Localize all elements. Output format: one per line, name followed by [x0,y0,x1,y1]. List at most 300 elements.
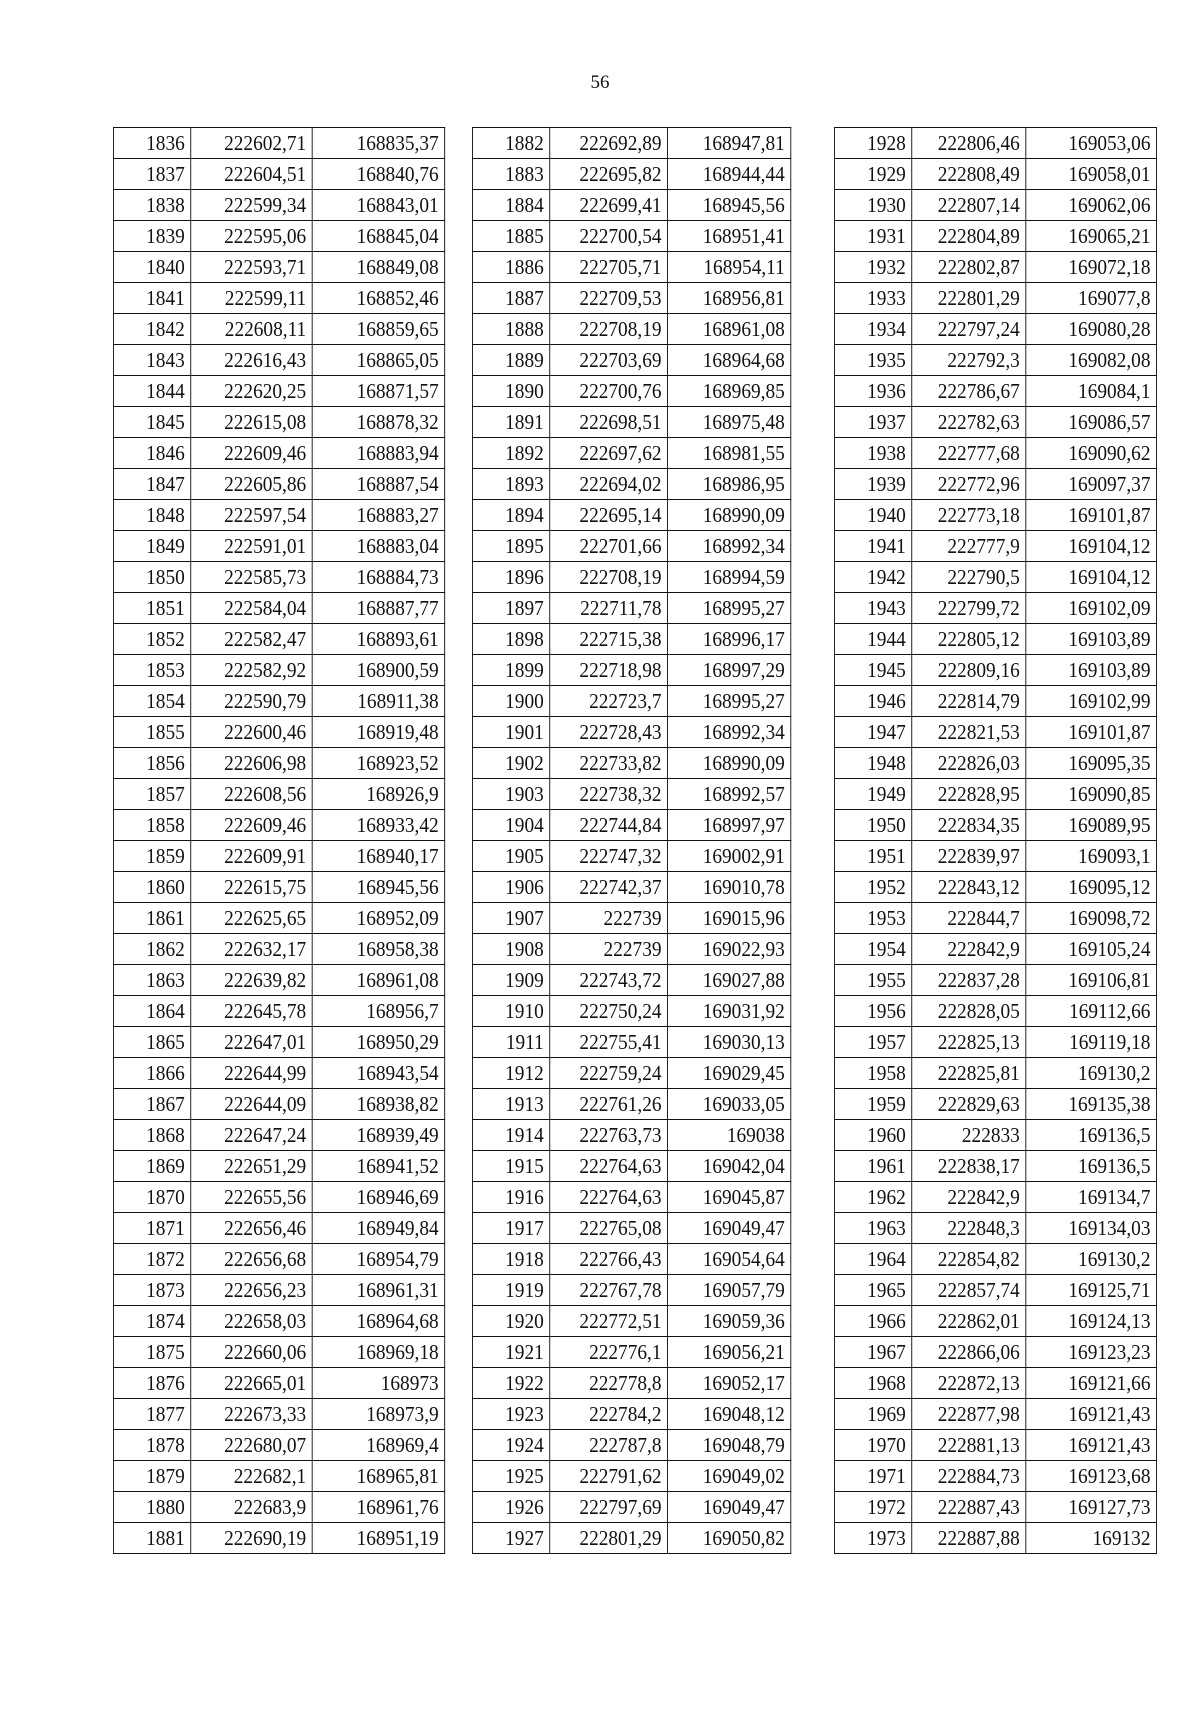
table-row [113,1027,444,1058]
y-coordinate-cell: 168950,29 [312,1027,444,1058]
point-number-cell: 1952 [834,872,911,903]
table-row [472,1368,790,1399]
y-coordinate-cell: 169042,04 [668,1151,791,1182]
table-row [472,686,790,717]
table-row [472,717,790,748]
table-row [113,1523,444,1554]
x-coordinate-cell: 222645,78 [191,996,312,1027]
x-coordinate-cell: 222761,26 [550,1089,668,1120]
table-row [113,903,444,934]
x-coordinate-cell: 222778,8 [550,1368,668,1399]
y-coordinate-cell: 169104,12 [1026,531,1157,562]
y-coordinate-cell: 169084,1 [1026,376,1157,407]
y-coordinate-cell: 169038 [668,1120,791,1151]
x-coordinate-cell: 222600,46 [191,717,312,748]
table-row [113,438,444,469]
point-number-cell: 1962 [834,1182,911,1213]
point-number-cell: 1869 [113,1151,190,1182]
table-row [472,469,790,500]
point-number-cell: 1955 [834,965,911,996]
x-coordinate-cell: 222605,86 [191,469,312,500]
y-coordinate-cell: 168840,76 [312,159,444,190]
y-coordinate-cell: 168958,38 [312,934,444,965]
point-number-cell: 1874 [113,1306,190,1337]
y-coordinate-cell: 169002,91 [668,841,791,872]
point-number-cell: 1872 [113,1244,190,1275]
table-row [113,1213,444,1244]
x-coordinate-cell: 222695,82 [550,159,668,190]
y-coordinate-cell: 169089,95 [1026,810,1157,841]
table-row [834,1461,1156,1492]
y-coordinate-cell: 169101,87 [1026,717,1157,748]
x-coordinate-cell: 222821,53 [912,717,1026,748]
table-row [472,934,790,965]
table-row [472,1461,790,1492]
point-number-cell: 1924 [472,1430,549,1461]
point-number-cell: 1845 [113,407,190,438]
table-row [834,1306,1156,1337]
table-row [834,407,1156,438]
x-coordinate-cell: 222765,08 [550,1213,668,1244]
y-coordinate-cell: 169072,18 [1026,252,1157,283]
x-coordinate-cell: 222887,43 [912,1492,1026,1523]
y-coordinate-cell: 169056,21 [668,1337,791,1368]
table-row [113,1306,444,1337]
table-row [834,1182,1156,1213]
point-number-cell: 1891 [472,407,549,438]
y-coordinate-cell: 168947,81 [668,128,791,159]
y-coordinate-cell: 169049,47 [668,1492,791,1523]
point-number-cell: 1953 [834,903,911,934]
coordinates-table-2 [472,127,791,1554]
table-row [834,376,1156,407]
point-number-cell: 1900 [472,686,549,717]
y-coordinate-cell: 168964,68 [668,345,791,376]
y-coordinate-cell: 169102,09 [1026,593,1157,624]
table-row [834,500,1156,531]
table-row [834,1058,1156,1089]
table-row [834,841,1156,872]
y-coordinate-cell: 168865,05 [312,345,444,376]
point-number-cell: 1868 [113,1120,190,1151]
point-number-cell: 1912 [472,1058,549,1089]
x-coordinate-cell: 222782,63 [912,407,1026,438]
point-number-cell: 1901 [472,717,549,748]
point-number-cell: 1896 [472,562,549,593]
point-number-cell: 1881 [113,1523,190,1554]
table-row [834,1430,1156,1461]
x-coordinate-cell: 222708,19 [550,562,668,593]
x-coordinate-cell: 222599,34 [191,190,312,221]
table-row [472,1275,790,1306]
table-row [834,655,1156,686]
y-coordinate-cell: 168878,32 [312,407,444,438]
point-number-cell: 1938 [834,438,911,469]
y-coordinate-cell: 168939,49 [312,1120,444,1151]
x-coordinate-cell: 222625,65 [191,903,312,934]
table-row [113,562,444,593]
table-row [472,128,790,159]
x-coordinate-cell: 222690,19 [191,1523,312,1554]
table-row [113,283,444,314]
table-row [834,1523,1156,1554]
point-number-cell: 1970 [834,1430,911,1461]
point-number-cell: 1880 [113,1492,190,1523]
y-coordinate-cell: 168941,52 [312,1151,444,1182]
x-coordinate-cell: 222620,25 [191,376,312,407]
point-number-cell: 1890 [472,376,549,407]
table-row [472,655,790,686]
table-row [472,531,790,562]
point-number-cell: 1969 [834,1399,911,1430]
x-coordinate-cell: 222809,16 [912,655,1026,686]
point-number-cell: 1954 [834,934,911,965]
y-coordinate-cell: 169010,78 [668,872,791,903]
y-coordinate-cell: 168961,08 [668,314,791,345]
table-row [113,1492,444,1523]
x-coordinate-cell: 222644,09 [191,1089,312,1120]
y-coordinate-cell: 169053,06 [1026,128,1157,159]
point-number-cell: 1895 [472,531,549,562]
point-number-cell: 1972 [834,1492,911,1523]
table-row [113,1275,444,1306]
x-coordinate-cell: 222709,53 [550,283,668,314]
x-coordinate-cell: 222750,24 [550,996,668,1027]
table-row [113,717,444,748]
point-number-cell: 1916 [472,1182,549,1213]
x-coordinate-cell: 222644,99 [191,1058,312,1089]
table-row [834,1337,1156,1368]
point-number-cell: 1973 [834,1523,911,1554]
x-coordinate-cell: 222801,29 [912,283,1026,314]
x-coordinate-cell: 222763,73 [550,1120,668,1151]
table-row [113,221,444,252]
x-coordinate-cell: 222609,46 [191,810,312,841]
point-number-cell: 1940 [834,500,911,531]
x-coordinate-cell: 222791,62 [550,1461,668,1492]
point-number-cell: 1840 [113,252,190,283]
x-coordinate-cell: 222807,14 [912,190,1026,221]
x-coordinate-cell: 222698,51 [550,407,668,438]
x-coordinate-cell: 222590,79 [191,686,312,717]
table-row [834,1492,1156,1523]
x-coordinate-cell: 222772,51 [550,1306,668,1337]
table-row [834,996,1156,1027]
x-coordinate-cell: 222743,72 [550,965,668,996]
y-coordinate-cell: 168995,27 [668,686,791,717]
point-number-cell: 1927 [472,1523,549,1554]
table-row [472,872,790,903]
point-number-cell: 1923 [472,1399,549,1430]
x-coordinate-cell: 222784,2 [550,1399,668,1430]
table-row [113,1337,444,1368]
x-coordinate-cell: 222773,18 [912,500,1026,531]
y-coordinate-cell: 169106,81 [1026,965,1157,996]
y-coordinate-cell: 168849,08 [312,252,444,283]
point-number-cell: 1889 [472,345,549,376]
point-number-cell: 1932 [834,252,911,283]
point-number-cell: 1850 [113,562,190,593]
point-number-cell: 1903 [472,779,549,810]
y-coordinate-cell: 168994,59 [668,562,791,593]
y-coordinate-cell: 169062,06 [1026,190,1157,221]
x-coordinate-cell: 222766,43 [550,1244,668,1275]
x-coordinate-cell: 222673,33 [191,1399,312,1430]
table-row [472,190,790,221]
table-row [113,407,444,438]
table-row [113,531,444,562]
coordinates-table-1 [113,127,445,1554]
point-number-cell: 1942 [834,562,911,593]
point-number-cell: 1919 [472,1275,549,1306]
point-number-cell: 1853 [113,655,190,686]
x-coordinate-cell: 222599,11 [191,283,312,314]
x-coordinate-cell: 222700,54 [550,221,668,252]
x-coordinate-cell: 222838,17 [912,1151,1026,1182]
y-coordinate-cell: 168956,81 [668,283,791,314]
y-coordinate-cell: 169130,2 [1026,1058,1157,1089]
y-coordinate-cell: 169027,88 [668,965,791,996]
table-row [472,500,790,531]
y-coordinate-cell: 169136,5 [1026,1120,1157,1151]
x-coordinate-cell: 222764,63 [550,1182,668,1213]
table-row [113,252,444,283]
y-coordinate-cell: 168883,94 [312,438,444,469]
x-coordinate-cell: 222843,12 [912,872,1026,903]
y-coordinate-cell: 169123,23 [1026,1337,1157,1368]
y-coordinate-cell: 168945,56 [312,872,444,903]
x-coordinate-cell: 222744,84 [550,810,668,841]
x-coordinate-cell: 222872,13 [912,1368,1026,1399]
table-row [113,1182,444,1213]
point-number-cell: 1887 [472,283,549,314]
table-row [472,1151,790,1182]
table-row [834,779,1156,810]
table-row [834,1089,1156,1120]
table-row [472,1089,790,1120]
y-coordinate-cell: 168933,42 [312,810,444,841]
point-number-cell: 1883 [472,159,549,190]
x-coordinate-cell: 222609,91 [191,841,312,872]
table-row [834,1399,1156,1430]
y-coordinate-cell: 169104,12 [1026,562,1157,593]
coordinates-table-3 [834,127,1157,1554]
y-coordinate-cell: 168990,09 [668,500,791,531]
x-coordinate-cell: 222733,82 [550,748,668,779]
point-number-cell: 1948 [834,748,911,779]
table-row [472,965,790,996]
y-coordinate-cell: 168946,69 [312,1182,444,1213]
x-coordinate-cell: 222828,95 [912,779,1026,810]
table-row [113,1461,444,1492]
y-coordinate-cell: 169065,21 [1026,221,1157,252]
point-number-cell: 1865 [113,1027,190,1058]
point-number-cell: 1867 [113,1089,190,1120]
point-number-cell: 1920 [472,1306,549,1337]
point-number-cell: 1879 [113,1461,190,1492]
table-row [113,128,444,159]
x-coordinate-cell: 222833 [912,1120,1026,1151]
y-coordinate-cell: 168883,04 [312,531,444,562]
y-coordinate-cell: 168997,29 [668,655,791,686]
x-coordinate-cell: 222862,01 [912,1306,1026,1337]
table-row [472,1430,790,1461]
table-row [472,1337,790,1368]
point-number-cell: 1882 [472,128,549,159]
point-number-cell: 1861 [113,903,190,934]
point-number-cell: 1843 [113,345,190,376]
x-coordinate-cell: 222814,79 [912,686,1026,717]
point-number-cell: 1859 [113,841,190,872]
table-row [113,1430,444,1461]
x-coordinate-cell: 222585,73 [191,562,312,593]
table-row [113,686,444,717]
point-number-cell: 1943 [834,593,911,624]
x-coordinate-cell: 222723,7 [550,686,668,717]
point-number-cell: 1848 [113,500,190,531]
y-coordinate-cell: 168992,34 [668,531,791,562]
x-coordinate-cell: 222656,23 [191,1275,312,1306]
table-row [113,779,444,810]
y-coordinate-cell: 169093,1 [1026,841,1157,872]
x-coordinate-cell: 222615,75 [191,872,312,903]
point-number-cell: 1888 [472,314,549,345]
table-row [834,438,1156,469]
point-number-cell: 1842 [113,314,190,345]
y-coordinate-cell: 169077,8 [1026,283,1157,314]
table-row [113,996,444,1027]
x-coordinate-cell: 222701,66 [550,531,668,562]
x-coordinate-cell: 222738,32 [550,779,668,810]
point-number-cell: 1894 [472,500,549,531]
point-number-cell: 1841 [113,283,190,314]
point-number-cell: 1958 [834,1058,911,1089]
y-coordinate-cell: 169015,96 [668,903,791,934]
y-coordinate-cell: 169098,72 [1026,903,1157,934]
x-coordinate-cell: 222608,56 [191,779,312,810]
y-coordinate-cell: 169125,71 [1026,1275,1157,1306]
y-coordinate-cell: 168949,84 [312,1213,444,1244]
point-number-cell: 1837 [113,159,190,190]
point-number-cell: 1945 [834,655,911,686]
point-number-cell: 1884 [472,190,549,221]
table-row [472,1058,790,1089]
table-row [113,314,444,345]
y-coordinate-cell: 169105,24 [1026,934,1157,965]
y-coordinate-cell: 168992,57 [668,779,791,810]
table-row [834,686,1156,717]
table-row [834,748,1156,779]
x-coordinate-cell: 222802,87 [912,252,1026,283]
point-number-cell: 1852 [113,624,190,655]
table-row [472,810,790,841]
point-number-cell: 1966 [834,1306,911,1337]
y-coordinate-cell: 168981,55 [668,438,791,469]
x-coordinate-cell: 222658,03 [191,1306,312,1337]
point-number-cell: 1871 [113,1213,190,1244]
point-number-cell: 1839 [113,221,190,252]
table-row [113,965,444,996]
y-coordinate-cell: 169127,73 [1026,1492,1157,1523]
table-row [472,1182,790,1213]
x-coordinate-cell: 222683,9 [191,1492,312,1523]
table-row [834,531,1156,562]
point-number-cell: 1904 [472,810,549,841]
table-row [113,748,444,779]
y-coordinate-cell: 169082,08 [1026,345,1157,376]
y-coordinate-cell: 169095,12 [1026,872,1157,903]
x-coordinate-cell: 222797,24 [912,314,1026,345]
table-row [472,1027,790,1058]
y-coordinate-cell: 168995,27 [668,593,791,624]
point-number-cell: 1913 [472,1089,549,1120]
x-coordinate-cell: 222718,98 [550,655,668,686]
x-coordinate-cell: 222697,62 [550,438,668,469]
y-coordinate-cell: 168951,19 [312,1523,444,1554]
x-coordinate-cell: 222711,78 [550,593,668,624]
point-number-cell: 1866 [113,1058,190,1089]
y-coordinate-cell: 169134,03 [1026,1213,1157,1244]
table-row [834,283,1156,314]
x-coordinate-cell: 222597,54 [191,500,312,531]
point-number-cell: 1941 [834,531,911,562]
y-coordinate-cell: 168986,95 [668,469,791,500]
x-coordinate-cell: 222808,49 [912,159,1026,190]
x-coordinate-cell: 222608,11 [191,314,312,345]
point-number-cell: 1910 [472,996,549,1027]
point-number-cell: 1854 [113,686,190,717]
table-row [113,624,444,655]
x-coordinate-cell: 222767,78 [550,1275,668,1306]
x-coordinate-cell: 222797,69 [550,1492,668,1523]
x-coordinate-cell: 222739 [550,903,668,934]
table-row [834,1275,1156,1306]
table-row [472,1523,790,1554]
point-number-cell: 1849 [113,531,190,562]
table-row [472,1399,790,1430]
y-coordinate-cell: 168893,61 [312,624,444,655]
table-row [472,903,790,934]
table-row [113,872,444,903]
x-coordinate-cell: 222584,04 [191,593,312,624]
table-row [472,438,790,469]
x-coordinate-cell: 222829,63 [912,1089,1026,1120]
y-coordinate-cell: 169095,35 [1026,748,1157,779]
x-coordinate-cell: 222656,68 [191,1244,312,1275]
x-coordinate-cell: 222609,46 [191,438,312,469]
y-coordinate-cell: 168965,81 [312,1461,444,1492]
table-row [472,159,790,190]
point-number-cell: 1860 [113,872,190,903]
y-coordinate-cell: 168943,54 [312,1058,444,1089]
y-coordinate-cell: 168884,73 [312,562,444,593]
table-row [113,1120,444,1151]
point-number-cell: 1877 [113,1399,190,1430]
x-coordinate-cell: 222602,71 [191,128,312,159]
x-coordinate-cell: 222887,88 [912,1523,1026,1554]
table-row [113,345,444,376]
point-number-cell: 1899 [472,655,549,686]
x-coordinate-cell: 222660,06 [191,1337,312,1368]
x-coordinate-cell: 222582,47 [191,624,312,655]
point-number-cell: 1908 [472,934,549,965]
y-coordinate-cell: 169049,02 [668,1461,791,1492]
y-coordinate-cell: 168975,48 [668,407,791,438]
point-number-cell: 1844 [113,376,190,407]
table-row [472,1120,790,1151]
y-coordinate-cell: 168973,9 [312,1399,444,1430]
y-coordinate-cell: 168961,31 [312,1275,444,1306]
